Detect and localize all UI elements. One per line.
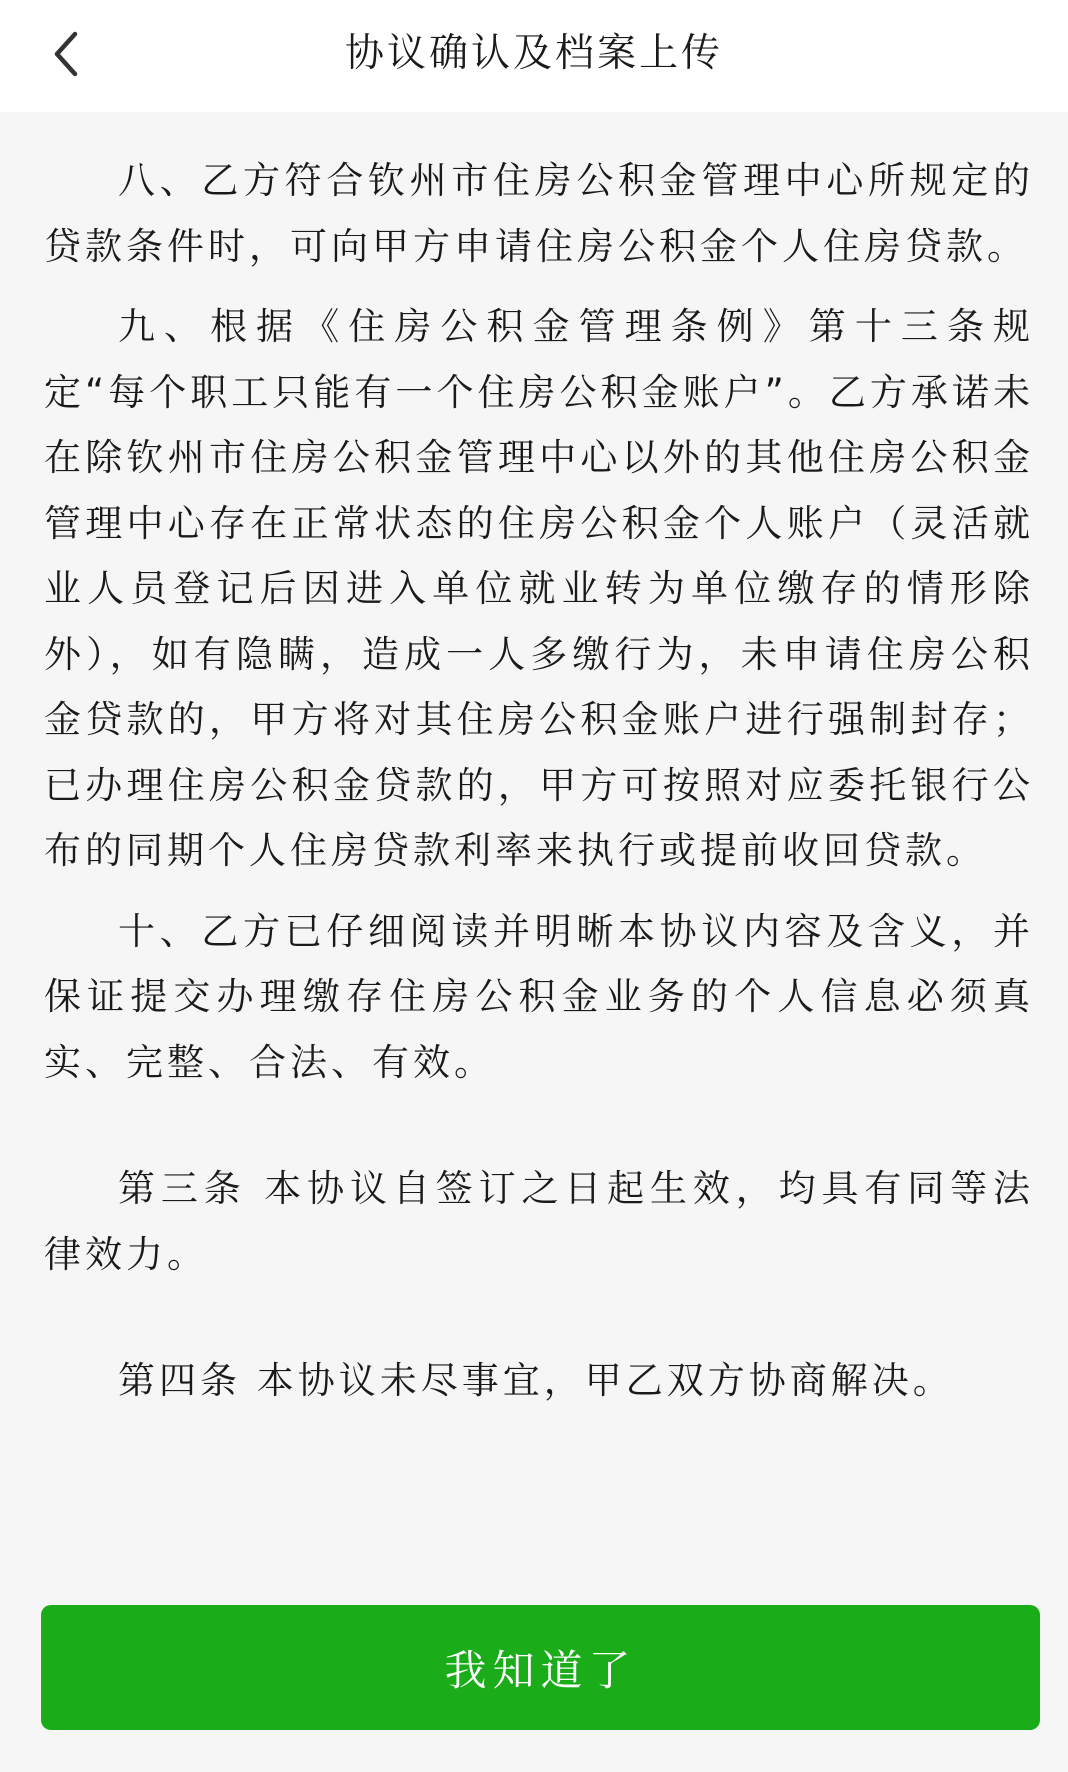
clause-10: 十、乙方已仔细阅读并明晰本协议内容及含义，并保证提交办理缴存住房公积金业务的个人信息必须真实、完整、合法、有效。 bbox=[44, 909, 1034, 1084]
page-title: 协议确认及档案上传 bbox=[344, 31, 723, 76]
nav-bar bbox=[0, 0, 1068, 112]
article-4: 第四条 本协议未尽事宜，甲乙双方协商解决。 bbox=[118, 1359, 954, 1402]
agreement-content bbox=[44, 148, 1034, 1414]
clause-9: 九、根据《住房公积金管理条例》第十三条规定“每个职工只能有一个住房公积金账户”。乙方承诺未在除钦州市住房公积金管理中心以外的其他住房公积金管理中心存在正常状态的住房公积金个人账户（灵活就业人员登记后因进入单位就业转为单位缴存的情形除外），如有隐瞒，造成一人多缴行为，未申请住房公积金贷款的，甲方将对其住房公积金账户进行强制封存；已办理住房公积金贷款的，甲方可按照对应委托银行公布的同期个人住房贷款利率来执行或提前收回贷款。 bbox=[44, 305, 1034, 872]
article-3: 第三条 本协议自签订之日起生效，均具有同等法律效力。 bbox=[44, 1167, 1034, 1276]
clause-8: 八、乙方符合钦州市住房公积金管理中心所规定的贷款条件时，可向甲方申请住房公积金个人住房贷款。 bbox=[44, 159, 1034, 268]
confirm-button[interactable]: 我知道了 bbox=[41, 1605, 1040, 1730]
